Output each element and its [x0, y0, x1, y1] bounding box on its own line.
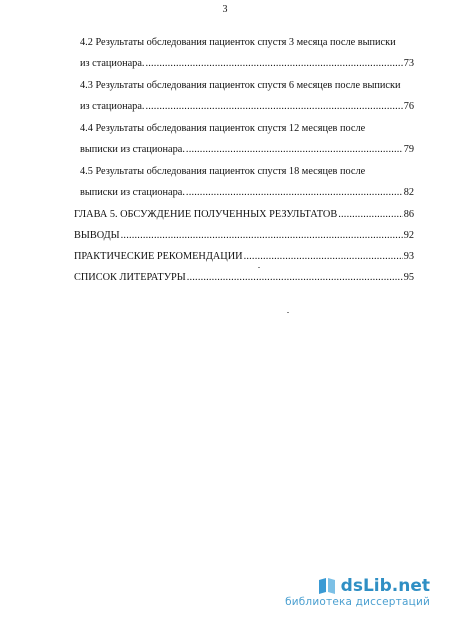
toc-entry[interactable]	[80, 122, 414, 156]
toc-leader-dots	[186, 143, 403, 157]
toc-entry-title: 4.4 Результаты обследования пациенток спустя 12 месяцев после	[80, 123, 366, 134]
toc-entry[interactable]	[80, 79, 414, 113]
toc-page-number: 79	[403, 143, 414, 155]
toc-chapter-entry[interactable]	[74, 250, 414, 264]
watermark-logo	[285, 576, 430, 596]
toc-entry[interactable]	[80, 36, 414, 70]
book-icon	[317, 577, 337, 595]
table-of-contents	[70, 36, 414, 292]
toc-chapter-entry[interactable]	[74, 208, 414, 222]
toc-chapter-title: ВЫВОДЫ	[74, 230, 120, 241]
toc-entry[interactable]	[80, 165, 414, 199]
toc-page-number: 93	[403, 251, 414, 262]
toc-page-number: 73	[403, 57, 414, 69]
toc-page-number: 86	[403, 209, 414, 220]
toc-entry-continuation: выписки из стационара.	[80, 186, 185, 198]
toc-entry-title: 4.3 Результаты обследования пациенток спустя 6 месяцев после выписки	[80, 80, 401, 91]
toc-leader-dots	[244, 250, 403, 264]
page-number: 3	[222, 4, 228, 15]
toc-leader-dots	[187, 271, 403, 285]
watermark-subtitle: библиотека диссертаций	[285, 596, 430, 608]
watermark[interactable]	[285, 576, 430, 608]
toc-chapter-title: ПРАКТИЧЕСКИЕ РЕКОМЕНДАЦИИ	[74, 251, 243, 262]
toc-chapter-title: ГЛАВА 5. ОБСУЖДЕНИЕ ПОЛУЧЕННЫХ РЕЗУЛЬТАТОВ	[74, 209, 338, 220]
toc-page-number: 95	[403, 272, 414, 283]
toc-entry-continuation: из стационара.	[80, 100, 145, 112]
toc-chapter-entry[interactable]	[74, 229, 414, 243]
toc-leader-dots	[145, 57, 402, 71]
toc-entry-title: 4.5 Результаты обследования пациенток спустя 18 месяцев после	[80, 166, 366, 177]
toc-entry-continuation: выписки из стационара.	[80, 143, 185, 155]
toc-leader-dots	[338, 208, 402, 222]
toc-page-number: 76	[403, 100, 414, 112]
toc-chapter-entry[interactable]	[74, 271, 414, 285]
toc-leader-dots	[145, 100, 402, 114]
toc-page-number: 92	[403, 230, 414, 241]
toc-entry-continuation: из стационара.	[80, 57, 145, 69]
toc-chapter-title: СПИСОК ЛИТЕРАТУРЫ	[74, 272, 186, 283]
watermark-brand: dsLib.net	[340, 576, 430, 596]
toc-leader-dots	[121, 229, 403, 243]
scan-speck	[287, 312, 289, 313]
scan-speck	[258, 267, 260, 268]
toc-entry-title: 4.2 Результаты обследования пациенток спустя 3 месяца после выписки	[80, 37, 396, 48]
toc-page-number: 82	[403, 186, 414, 198]
toc-leader-dots	[186, 186, 403, 200]
